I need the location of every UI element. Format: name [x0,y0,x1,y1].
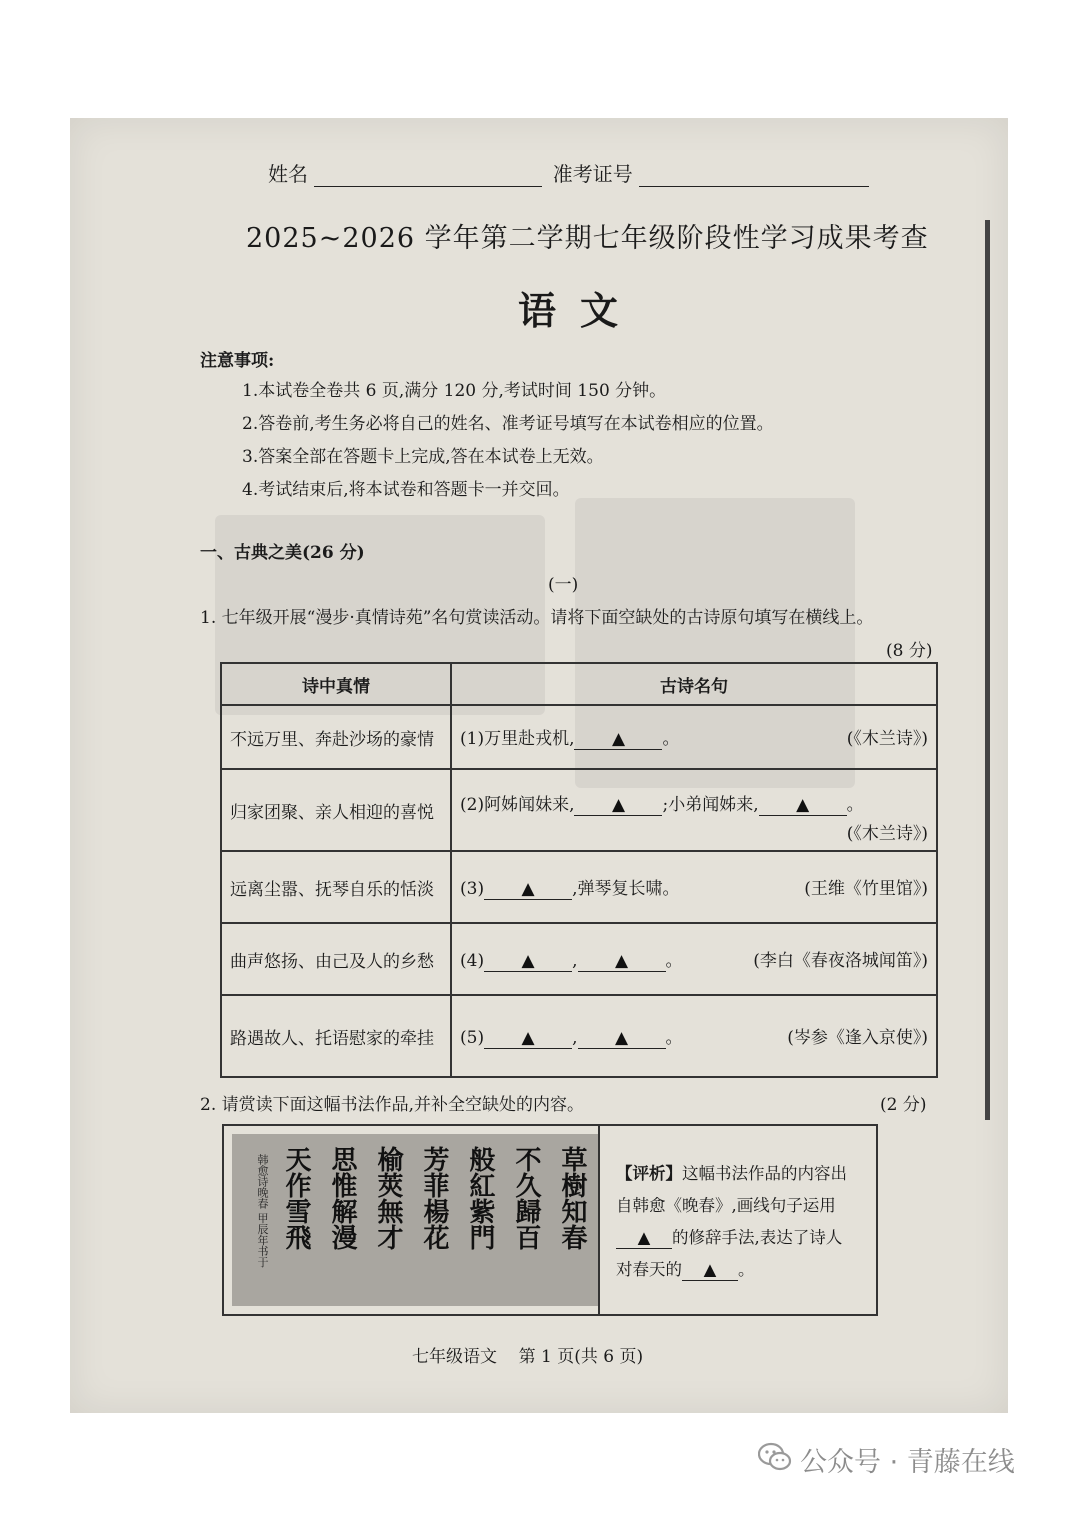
emotion-cell: 不远万里、奔赴沙场的豪情 [221,705,451,769]
col-header-emotion: 诗中真情 [221,663,451,705]
box-divider [598,1126,600,1314]
poem-line-cell: (5) ▲ , ▲ 。 (岑参《逢入京使》) [451,995,937,1077]
paper-edge-shadow [985,220,990,1120]
emotion-cell: 远离尘嚣、抚琴自乐的恬淡 [221,851,451,923]
watermark-text: 公众号 · 青藤在线 [800,1447,1015,1478]
poem-line-cell: (1)万里赴戎机, ▲ 。 (《木兰诗》) [451,705,937,769]
answer-blank[interactable]: ▲ [574,795,662,816]
calligraphy-column: 思惟解漫 [327,1146,357,1250]
answer-blank[interactable]: ▲ [484,951,572,972]
calligraphy-column: 榆莢無才 [373,1146,403,1250]
answer-blank[interactable]: ▲ [682,1260,738,1281]
emotion-cell: 路遇故人、托语慰家的牵挂 [221,995,451,1077]
calligraphy-column: 不久歸百 [511,1146,541,1250]
section-heading: 一、古典之美(26 分) [200,543,365,563]
calligraphy-column: 草樹知春 [557,1146,587,1250]
question-2-text: 2. 请赏读下面这幅书法作品,并补全空缺处的内容。 [200,1095,585,1115]
notice-item: 1.本试卷全卷共 6 页,满分 120 分,考试时间 150 分钟。 [242,381,667,401]
answer-blank[interactable]: ▲ [578,951,666,972]
answer-blank[interactable]: ▲ [759,795,847,816]
name-field[interactable]: 姓名 准考证号 [268,158,869,187]
part-label: (一) [548,575,579,595]
notice-heading: 注意事项: [200,351,275,371]
poem-line-cell: (3) ▲ ,弹琴复长啸。 (王维《竹里馆》) [451,851,937,923]
notice-item: 2.答卷前,考生务必将自己的姓名、准考证号填写在本试卷相应的位置。 [242,414,774,434]
calligraphy-signature: 韩愈诗晚春 甲辰年书于 [256,1154,269,1268]
answer-blank[interactable]: ▲ [484,879,572,900]
col-header-lines: 古诗名句 [451,663,937,705]
answer-blank[interactable]: ▲ [578,1028,666,1049]
wechat-icon [758,1442,792,1472]
answer-blank[interactable]: ▲ [574,729,662,750]
exam-id-blank[interactable] [639,160,869,187]
emotion-cell: 曲声悠扬、由己及人的乡愁 [221,923,451,995]
analysis-text: 【评析】这幅书法作品的内容出自韩愈《晚春》,画线句子运用▲ 的修辞手法,表达了诗人对春天的 ▲ 。 [616,1164,847,1279]
page-footer: 七年级语文 第 1 页(共 6 页) [412,1347,644,1367]
answer-blank[interactable]: ▲ [616,1228,672,1249]
calligraphy-column: 芳菲楊花 [419,1146,449,1250]
answer-blank[interactable]: ▲ [484,1028,572,1049]
poem-line-cell: (2)阿姊闻妹来, ▲ ;小弟闻姊来, ▲ 。 (《木兰诗》) [451,769,937,851]
emotion-cell: 归家团聚、亲人相迎的喜悦 [221,769,451,851]
notice-item: 3.答案全部在答题卡上完成,答在本试卷上无效。 [242,447,604,467]
subject-title: 语文 [518,288,643,333]
question-1-score: (8 分) [886,641,933,661]
notice-item: 4.考试结束后,将本试卷和答题卡一并交回。 [242,480,570,500]
calligraphy-column: 般紅紫門 [465,1146,495,1250]
calligraphy-column: 天作雪飛 [281,1146,311,1250]
question-2-score: (2 分) [880,1095,927,1115]
calligraphy-image [232,1134,600,1306]
exam-title: 2025~2026 学年第二学期七年级阶段性学习成果考查 [246,223,929,254]
calligraphy-box [222,1124,878,1316]
poem-line-cell: (4) ▲ , ▲ 。 (李白《春夜洛城闻笛》) [451,923,937,995]
poem-table [220,662,938,1078]
name-blank[interactable] [314,160,542,187]
question-1-text: 1. 七年级开展“漫步·真情诗苑”名句赏读活动。请将下面空缺处的古诗原句填写在横线上。 [200,608,874,628]
